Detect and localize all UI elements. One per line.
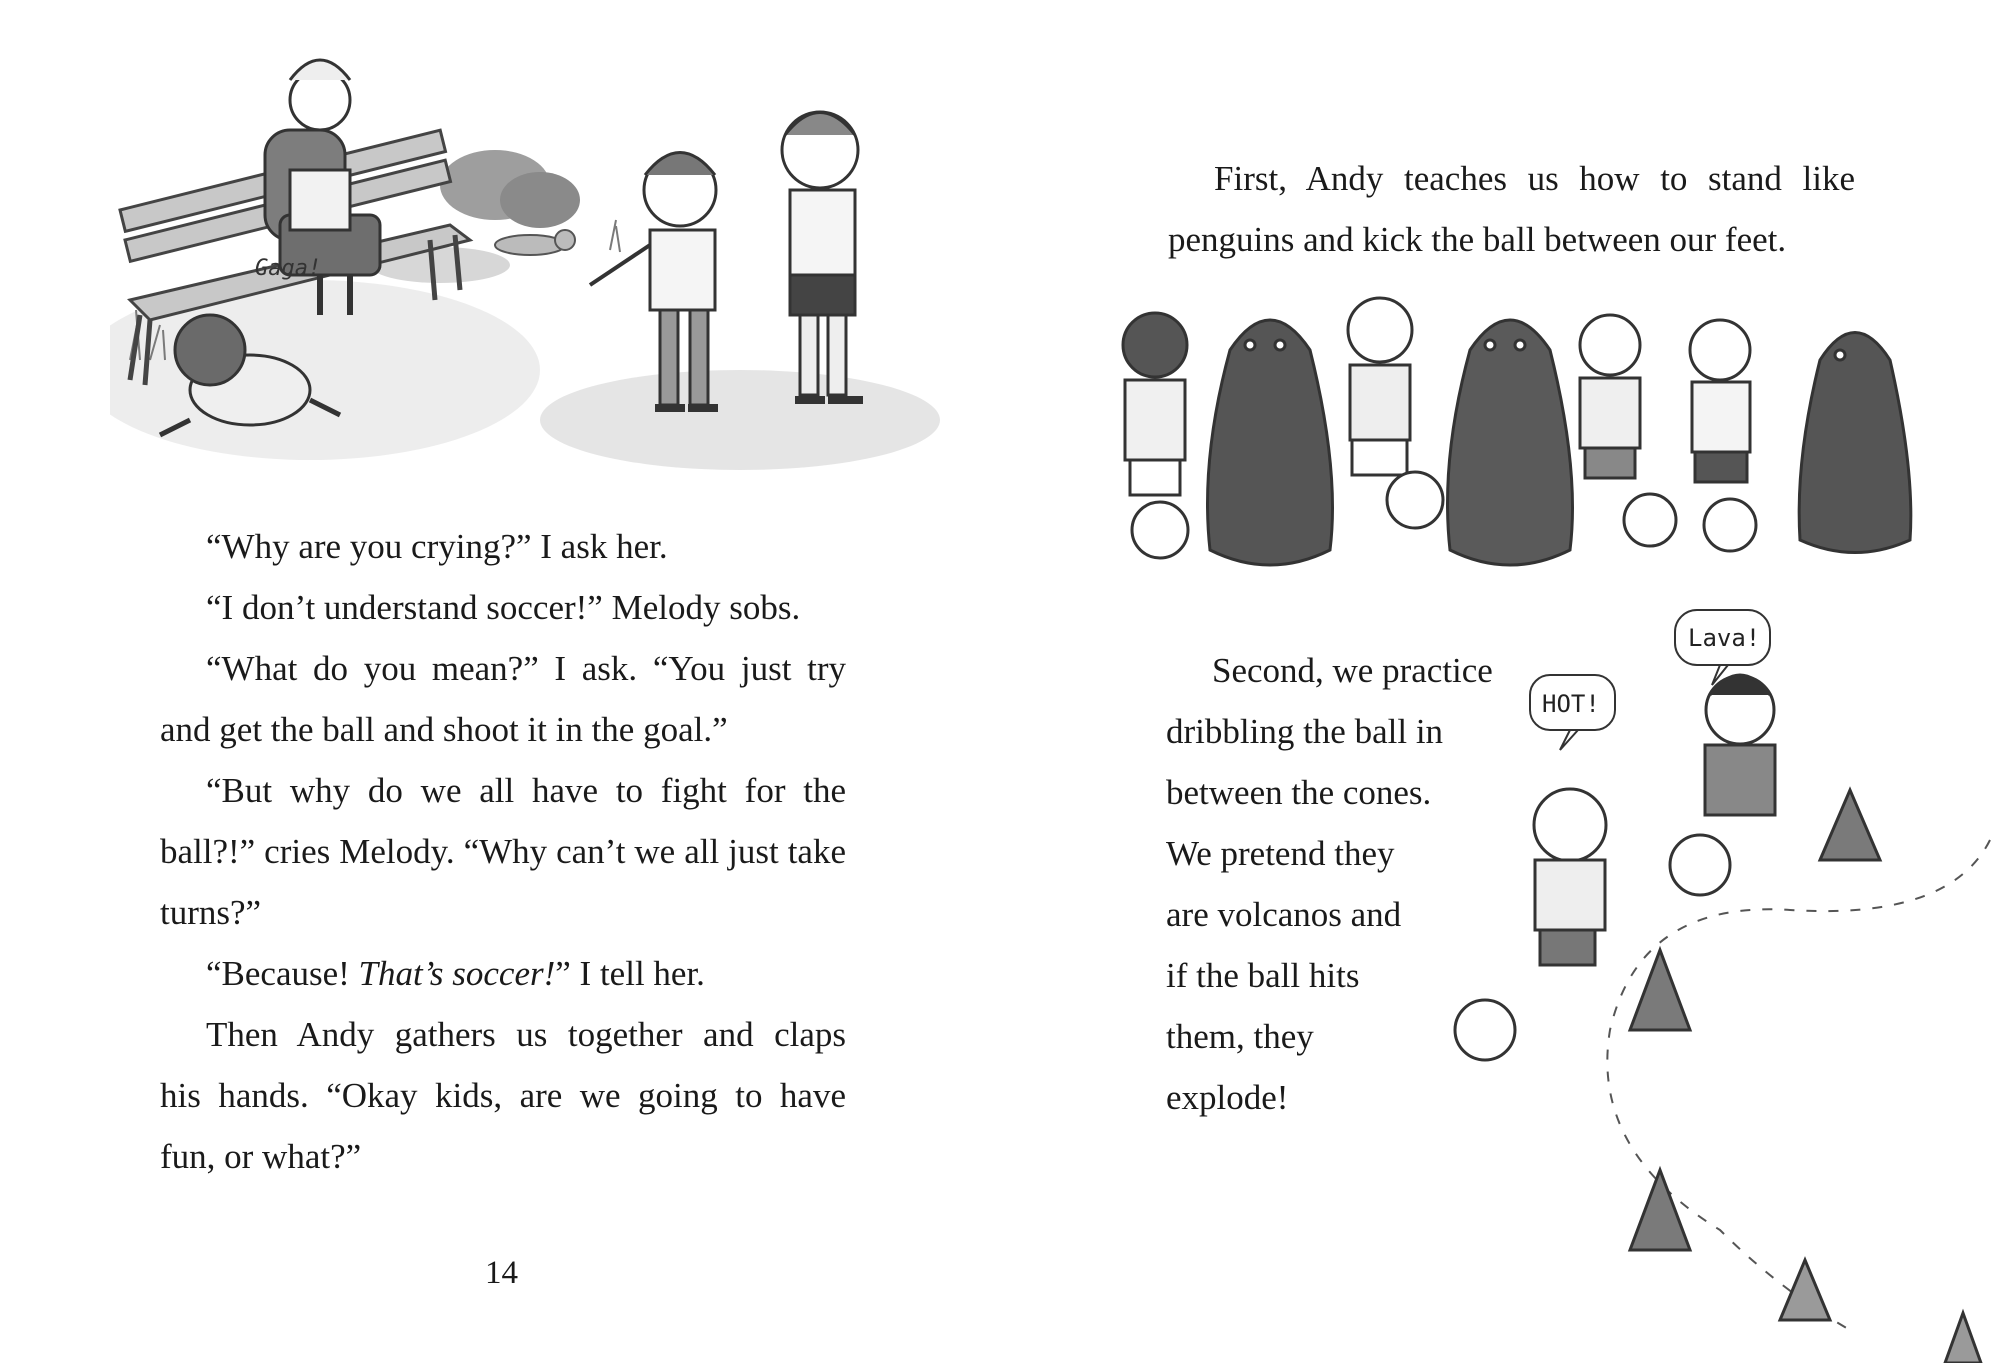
- paragraph-continuation: [160, 699, 846, 760]
- paragraph: [160, 638, 846, 699]
- text-line: Then Andy gathers us together and claps: [206, 1015, 846, 1054]
- cat-figure: [495, 230, 575, 255]
- penguin-figure: [1448, 320, 1573, 565]
- bush-drawing: [440, 150, 580, 228]
- text-line: “I don’t understand soccer!” Melody sobs.: [206, 588, 801, 627]
- text-line: ball?!” cries Melody. “Why can’t we all just take: [160, 832, 846, 871]
- penguin-figure: [1799, 333, 1911, 553]
- kid-figure: [1580, 315, 1676, 546]
- volcano-cone: [1820, 790, 1880, 860]
- right-top-text-block: [1168, 148, 1855, 270]
- kid-figure: [1348, 298, 1443, 528]
- text-line: explode!: [1166, 1078, 1289, 1117]
- text-segment: “Because!: [206, 954, 359, 993]
- paragraph-continuation: [160, 882, 846, 943]
- text-line: “Why are you crying?” I ask her.: [206, 527, 668, 566]
- melody-crying-figure: [782, 112, 863, 400]
- text-line: and get the ball and shoot it in the goal.”: [160, 710, 728, 749]
- speech-hot: HOT!: [1542, 690, 1600, 718]
- paragraph: [160, 516, 846, 577]
- penguin-figure: [1208, 320, 1333, 565]
- paragraph-continuation: [160, 1126, 846, 1187]
- text-line: “But why do we all have to fight for the: [206, 771, 846, 810]
- text-line: fun, or what?”: [160, 1137, 362, 1176]
- girl-dribbling-figure: [1455, 789, 1606, 1060]
- penguin-line-illustration: [1080, 290, 1960, 590]
- text-line: between the cones.: [1166, 773, 1432, 812]
- volcano-cone: [1630, 1170, 1690, 1250]
- text-line: dribbling the ball in: [1166, 712, 1444, 751]
- text-line: First, Andy teaches us how to stand like: [1214, 159, 1855, 198]
- right-page: [1000, 0, 2000, 1363]
- text-line: Second, we practice: [1212, 651, 1493, 690]
- kid-figure: [1123, 313, 1188, 558]
- italic-text: That’s soccer!: [358, 954, 556, 993]
- volcano-cones-illustration: [1430, 600, 2000, 1363]
- park-bench-illustration: [110, 40, 970, 510]
- speech-gaga: Gaga!: [255, 256, 322, 281]
- text-segment: ” I tell her.: [555, 954, 705, 993]
- paragraph: [160, 943, 846, 1004]
- girl-pointing-figure: [590, 153, 718, 409]
- text-line: turns?”: [160, 893, 262, 932]
- text-line: “What do you mean?” I ask. “You just try: [206, 649, 846, 688]
- volcano-cone: [1630, 950, 1690, 1030]
- paragraph: [160, 577, 846, 638]
- girl-running-figure: [1670, 675, 1775, 895]
- text-line: penguins and kick the ball between our feet.: [1168, 220, 1787, 259]
- paragraph: [160, 1004, 846, 1065]
- kid-figure: [1690, 320, 1756, 551]
- traffic-cone: [1945, 1313, 1981, 1363]
- paragraph: [160, 760, 846, 821]
- left-text-block: [160, 516, 846, 1187]
- paragraph-continuation: [160, 1065, 846, 1126]
- paragraph-continuation: [1168, 209, 1855, 270]
- text-line: them, they: [1166, 1017, 1314, 1056]
- page-number: 14: [485, 1255, 518, 1291]
- text-line: are volcanos and: [1166, 895, 1402, 934]
- speech-lava: Lava!: [1688, 624, 1761, 652]
- text-line: We pretend they: [1166, 834, 1395, 873]
- text-line: his hands. “Okay kids, are we going to have: [160, 1076, 846, 1115]
- text-line: if the ball hits: [1166, 956, 1360, 995]
- paragraph: [1168, 148, 1855, 209]
- paragraph-continuation: [160, 821, 846, 882]
